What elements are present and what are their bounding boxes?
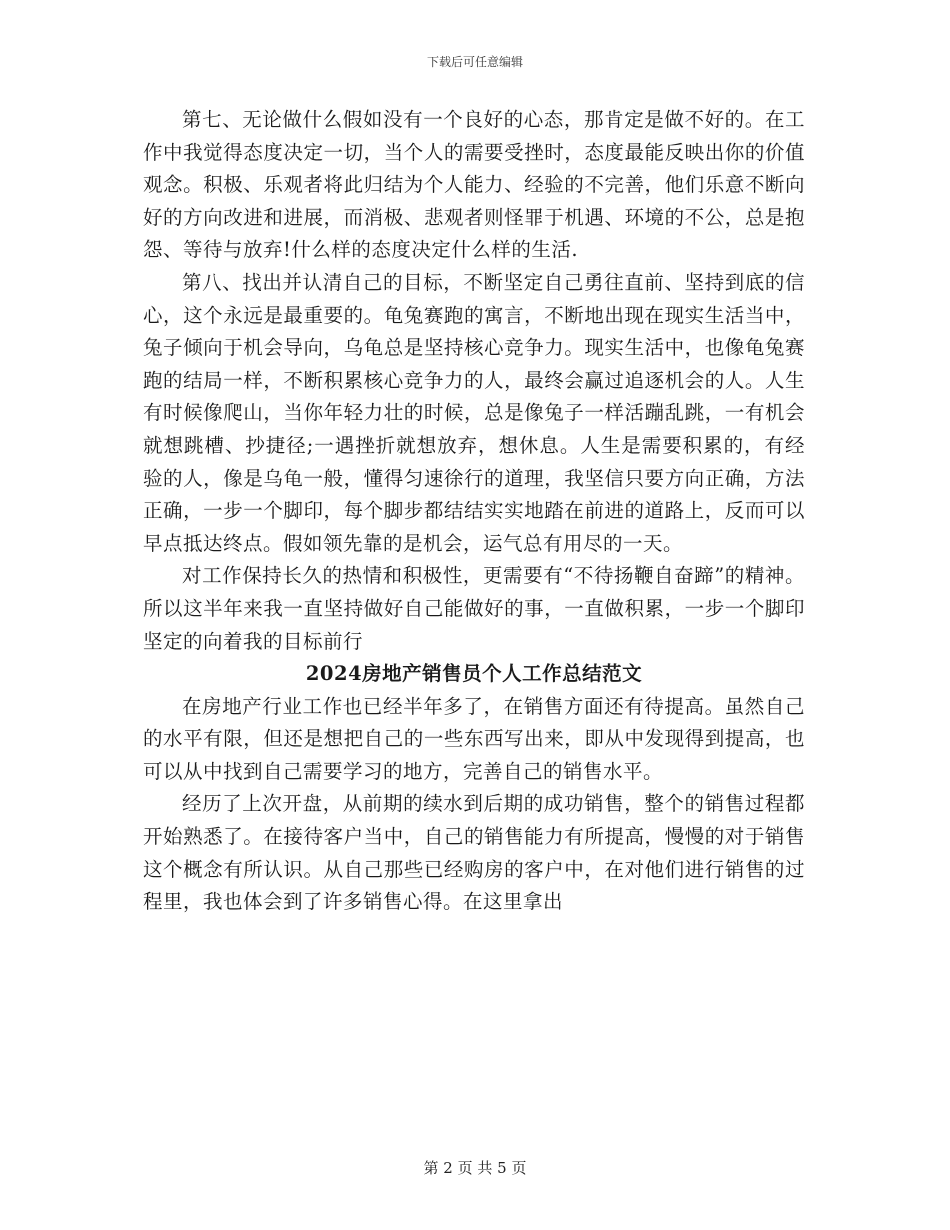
page-number: 第 2 页 共 5 页 — [423, 1159, 527, 1177]
document-body — [143, 104, 805, 919]
paragraph-intro: 在房地产行业工作也已经半年多了，在销售方面还有待提高。虽然自己的水平有限，但还是想把自己的一些东西写出来，即从中发现得到提高，也可以从中找到自己需要学习的地方，完善自己的销售水平。 — [143, 694, 805, 783]
paragraph-experience: 经历了上次开盘，从前期的续水到后期的成功销售，整个的销售过程都开始熟悉了。在接待客户当中，自己的销售能力有所提高，慢慢的对于销售这个概念有所认识。从自己那些已经购房的客户中，在对他们进行销售的过程里，我也体会到了许多销售心得。在这里拿出 — [143, 792, 805, 914]
paragraph-eighth-point: 第八、找出并认清自己的目标，不断坚定自己勇往直前、坚持到底的信心，这个永远是最重要的。龟兔赛跑的寓言，不断地出现在现实生活当中，兔子倾向于机会导向，乌龟总是坚持核心竞争力。现实生活中，也像龟兔赛跑的结局一样，不断积累核心竞争力的人，最终会赢过追逐机会的人。人生有时候像爬山，当你年轻力壮的时候，总是像兔子一样活蹦乱跳，一有机会就想跳槽、抄捷径;一遇挫折就想放弃，想休息。人生是需要积累的，有经验的人，像是乌龟一般，懂得匀速徐行的道理，我坚信只要方向正确，方法正确，一步一个脚印，每个脚步都结结实实地踏在前进的道路上，反而可以早点抵达终点。假如领先靠的是机会，运气总有用尽的一天。 — [143, 270, 805, 555]
paragraph-seventh-point: 第七、无论做什么假如没有一个良好的心态，那肯定是做不好的。在工作中我觉得态度决定一切，当个人的需要受挫时，态度最能反映出你的价值观念。积极、乐观者将此归结为个人能力、经验的不完善，他们乐意不断向好的方向改进和进展，而消极、悲观者则怪罪于机遇、环境的不公，总是抱怨、等待与放弃!什么样的态度决定什么样的生活. — [143, 108, 805, 262]
paragraph-work-enthusiasm: 对工作保持长久的热情和积极性，更需要有“不待扬鞭自奋蹄”的精神。所以这半年来我一直坚持做好自己能做好的事，一直做积累，一步一个脚印坚定的向着我的目标前行 — [143, 564, 805, 653]
document-title: 2024房地产销售员个人工作总结范文 — [305, 662, 643, 686]
page-header: 下载后可任意编辑 — [426, 55, 523, 69]
